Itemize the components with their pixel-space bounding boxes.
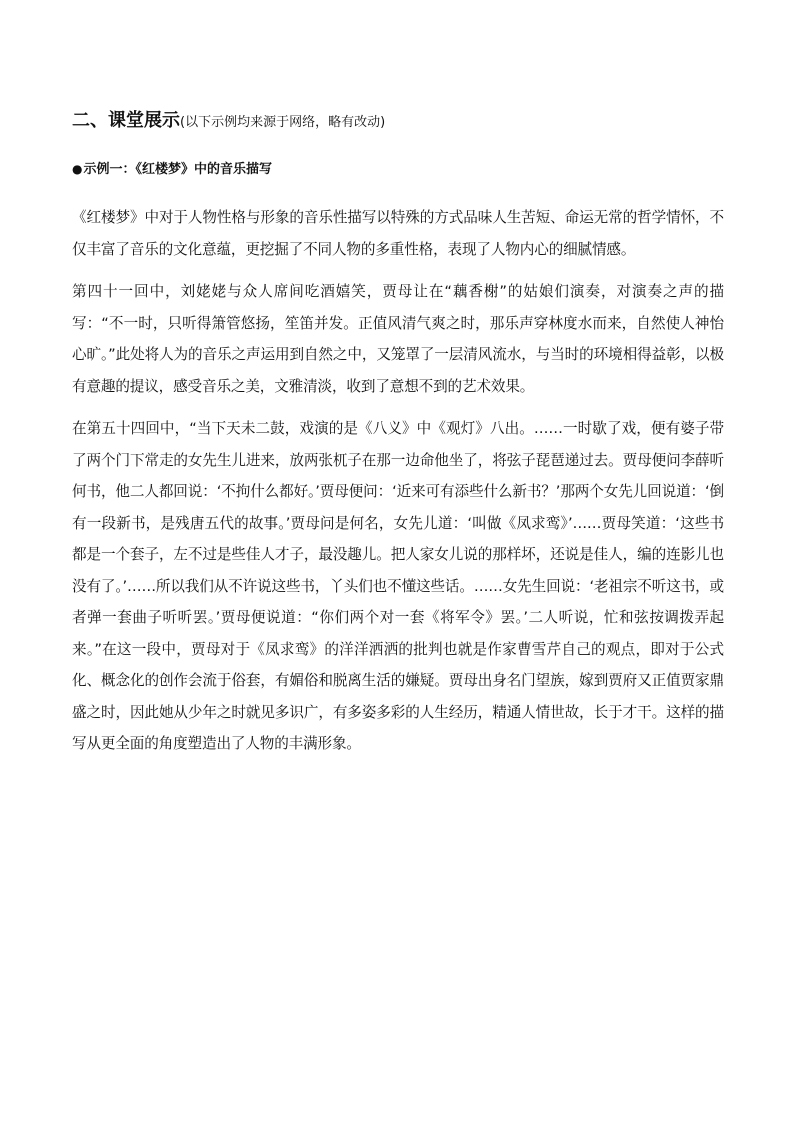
section-title-text: 二、课堂展示: [72, 110, 180, 131]
example-heading-text: 示例一：《红楼梦》中的音乐描写: [83, 162, 272, 177]
paragraph-chapter-41: 第四十一回中，刘姥姥与众人席间吃酒嬉笑，贾母让在“藕香榭”的姑娘们演奏，对演奏之声的描写：“不一时，只听得箫管悠扬，笙笛并发。正值风清气爽之时，那乐声穿林度水而来，自然使人神怡心旷。”此处将人为的音乐之声运用到自然之中，又笼罩了一层清风流水，与当时的环境相得益彰，以极有意趣的提议，感受音乐之美，文雅清淡，收到了意想不到的艺术效果。: [72, 283, 724, 395]
paragraph-chapter-54: 在第五十四回中，“当下天未二鼓，戏演的是《八义》中《观灯》八出。……一时歇了戏，便有婆子带了两个门下常走的女先生儿进来，放两张杌子在那一边命他坐了，将弦子琵琶递过去。贾母便问李薛听何书，他二人都回说：‘不拘什么都好。’贾母便问：‘近来可有添些什么新书？’那两个女先儿回说道：‘倒有一段新书，是残唐五代的故事。’贾母问是何名，女先儿道：‘叫做《凤求鸾》’……贾母笑道：‘这些书都是一个套子，左不过是些佳人才子，最没趣儿。把人家女儿说的那样坏，还说是佳人，编的连影儿也没有了。’……所以我们从不许说这些书，丫头们也不懂这些话。……女先生回说：‘老祖宗不听这书，或者弹一套曲子听听罢。’贾母便说道：“你们两个对一套《将军令》罢。’二人听说，忙和弦按调拨弄起来。”在这一段中，贾母对于《凤求鸾》的洋洋洒洒的批判也就是作家曹雪芹自己的观点，即对于公式化、概念化的创作会流于俗套，有媚俗和脱离生活的嫌疑。贾母出身名门望族，嫁到贾府又正值贾家鼎盛之时，因此她从少年之时就见多识广，有多姿多彩的人生经历，精通人情世故，长于才干。这样的描写从更全面的角度塑造出了人物的丰满形象。: [72, 420, 724, 752]
bullet-icon: ●: [72, 162, 83, 176]
example-heading: [72, 158, 724, 181]
paragraph-intro: 《红楼梦》中对于人物性格与形象的音乐性描写以特殊的方式品味人生苦短、命运无常的哲学情怀，不仅丰富了音乐的文化意蕴，更挖掘了不同人物的多重性格，表现了人物内心的细腻情感。: [72, 209, 724, 258]
section-title-note: (以下示例均来源于网络，略有改动): [180, 115, 386, 130]
document-page: [72, 100, 724, 760]
section-title: [72, 100, 724, 136]
